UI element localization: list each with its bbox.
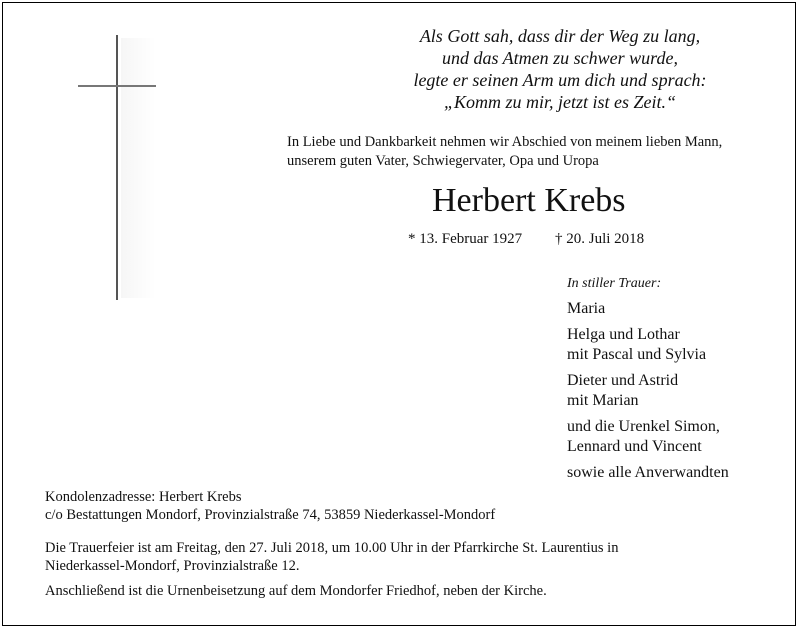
burial-info: Anschließend ist die Urnenbeisetzung auf dem Mondorfer Friedhof, neben der Kirche. bbox=[45, 583, 547, 599]
condolence-address bbox=[45, 488, 495, 524]
intro-text bbox=[287, 133, 722, 171]
mourner-group bbox=[567, 417, 729, 457]
mourner-group bbox=[567, 299, 729, 319]
poem-line: und das Atmen zu schwer wurde, bbox=[442, 48, 678, 68]
deceased-name: Herbert Krebs bbox=[432, 182, 626, 219]
mourner-line: sowie alle Anverwandten bbox=[567, 464, 729, 481]
birth-date: * 13. Februar 1927 bbox=[408, 231, 523, 247]
mourner-group bbox=[567, 463, 729, 483]
mourner-group bbox=[567, 371, 729, 411]
mourner-line: Maria bbox=[567, 300, 606, 317]
mourner-line: Dieter und Astrid bbox=[567, 372, 679, 389]
mourner-line: Lennard und Vincent bbox=[567, 438, 702, 455]
poem-line: „Komm zu mir, jetzt ist es Zeit.“ bbox=[443, 92, 677, 112]
intro-line: unserem guten Vater, Schwiegervater, Opa und Uropa bbox=[287, 153, 599, 169]
service-line: Die Trauerfeier ist am Freitag, den 27. Juli 2018, um 10.00 Uhr in der Pfarrkirche St. Laurentius in bbox=[45, 540, 619, 556]
mourners-title: In stiller Trauer: bbox=[567, 276, 662, 291]
condolence-line: Kondolenzadresse: Herbert Krebs bbox=[45, 489, 242, 505]
poem bbox=[360, 25, 760, 113]
mourner-line: Helga und Lothar bbox=[567, 326, 680, 343]
intro-line: In Liebe und Dankbarkeit nehmen wir Abschied von meinem lieben Mann, bbox=[287, 134, 723, 150]
service-line: Niederkassel-Mondorf, Provinzialstraße 12. bbox=[45, 558, 300, 574]
mourner-line: mit Pascal und Sylvia bbox=[567, 346, 707, 363]
mourners-list bbox=[567, 299, 729, 489]
death-date: † 20. Juli 2018 bbox=[555, 231, 645, 247]
condolence-line: c/o Bestattungen Mondorf, Provinzialstraße 74, 53859 Niederkassel-Mondorf bbox=[45, 507, 496, 523]
mourner-line: mit Marian bbox=[567, 392, 639, 409]
mourner-line: und die Urenkel Simon, bbox=[567, 418, 720, 435]
funeral-service bbox=[45, 539, 618, 575]
mourner-group bbox=[567, 325, 729, 365]
poem-line: legte er seinen Arm um dich und sprach: bbox=[413, 70, 707, 90]
poem-line: Als Gott sah, dass dir der Weg zu lang, bbox=[419, 26, 701, 46]
